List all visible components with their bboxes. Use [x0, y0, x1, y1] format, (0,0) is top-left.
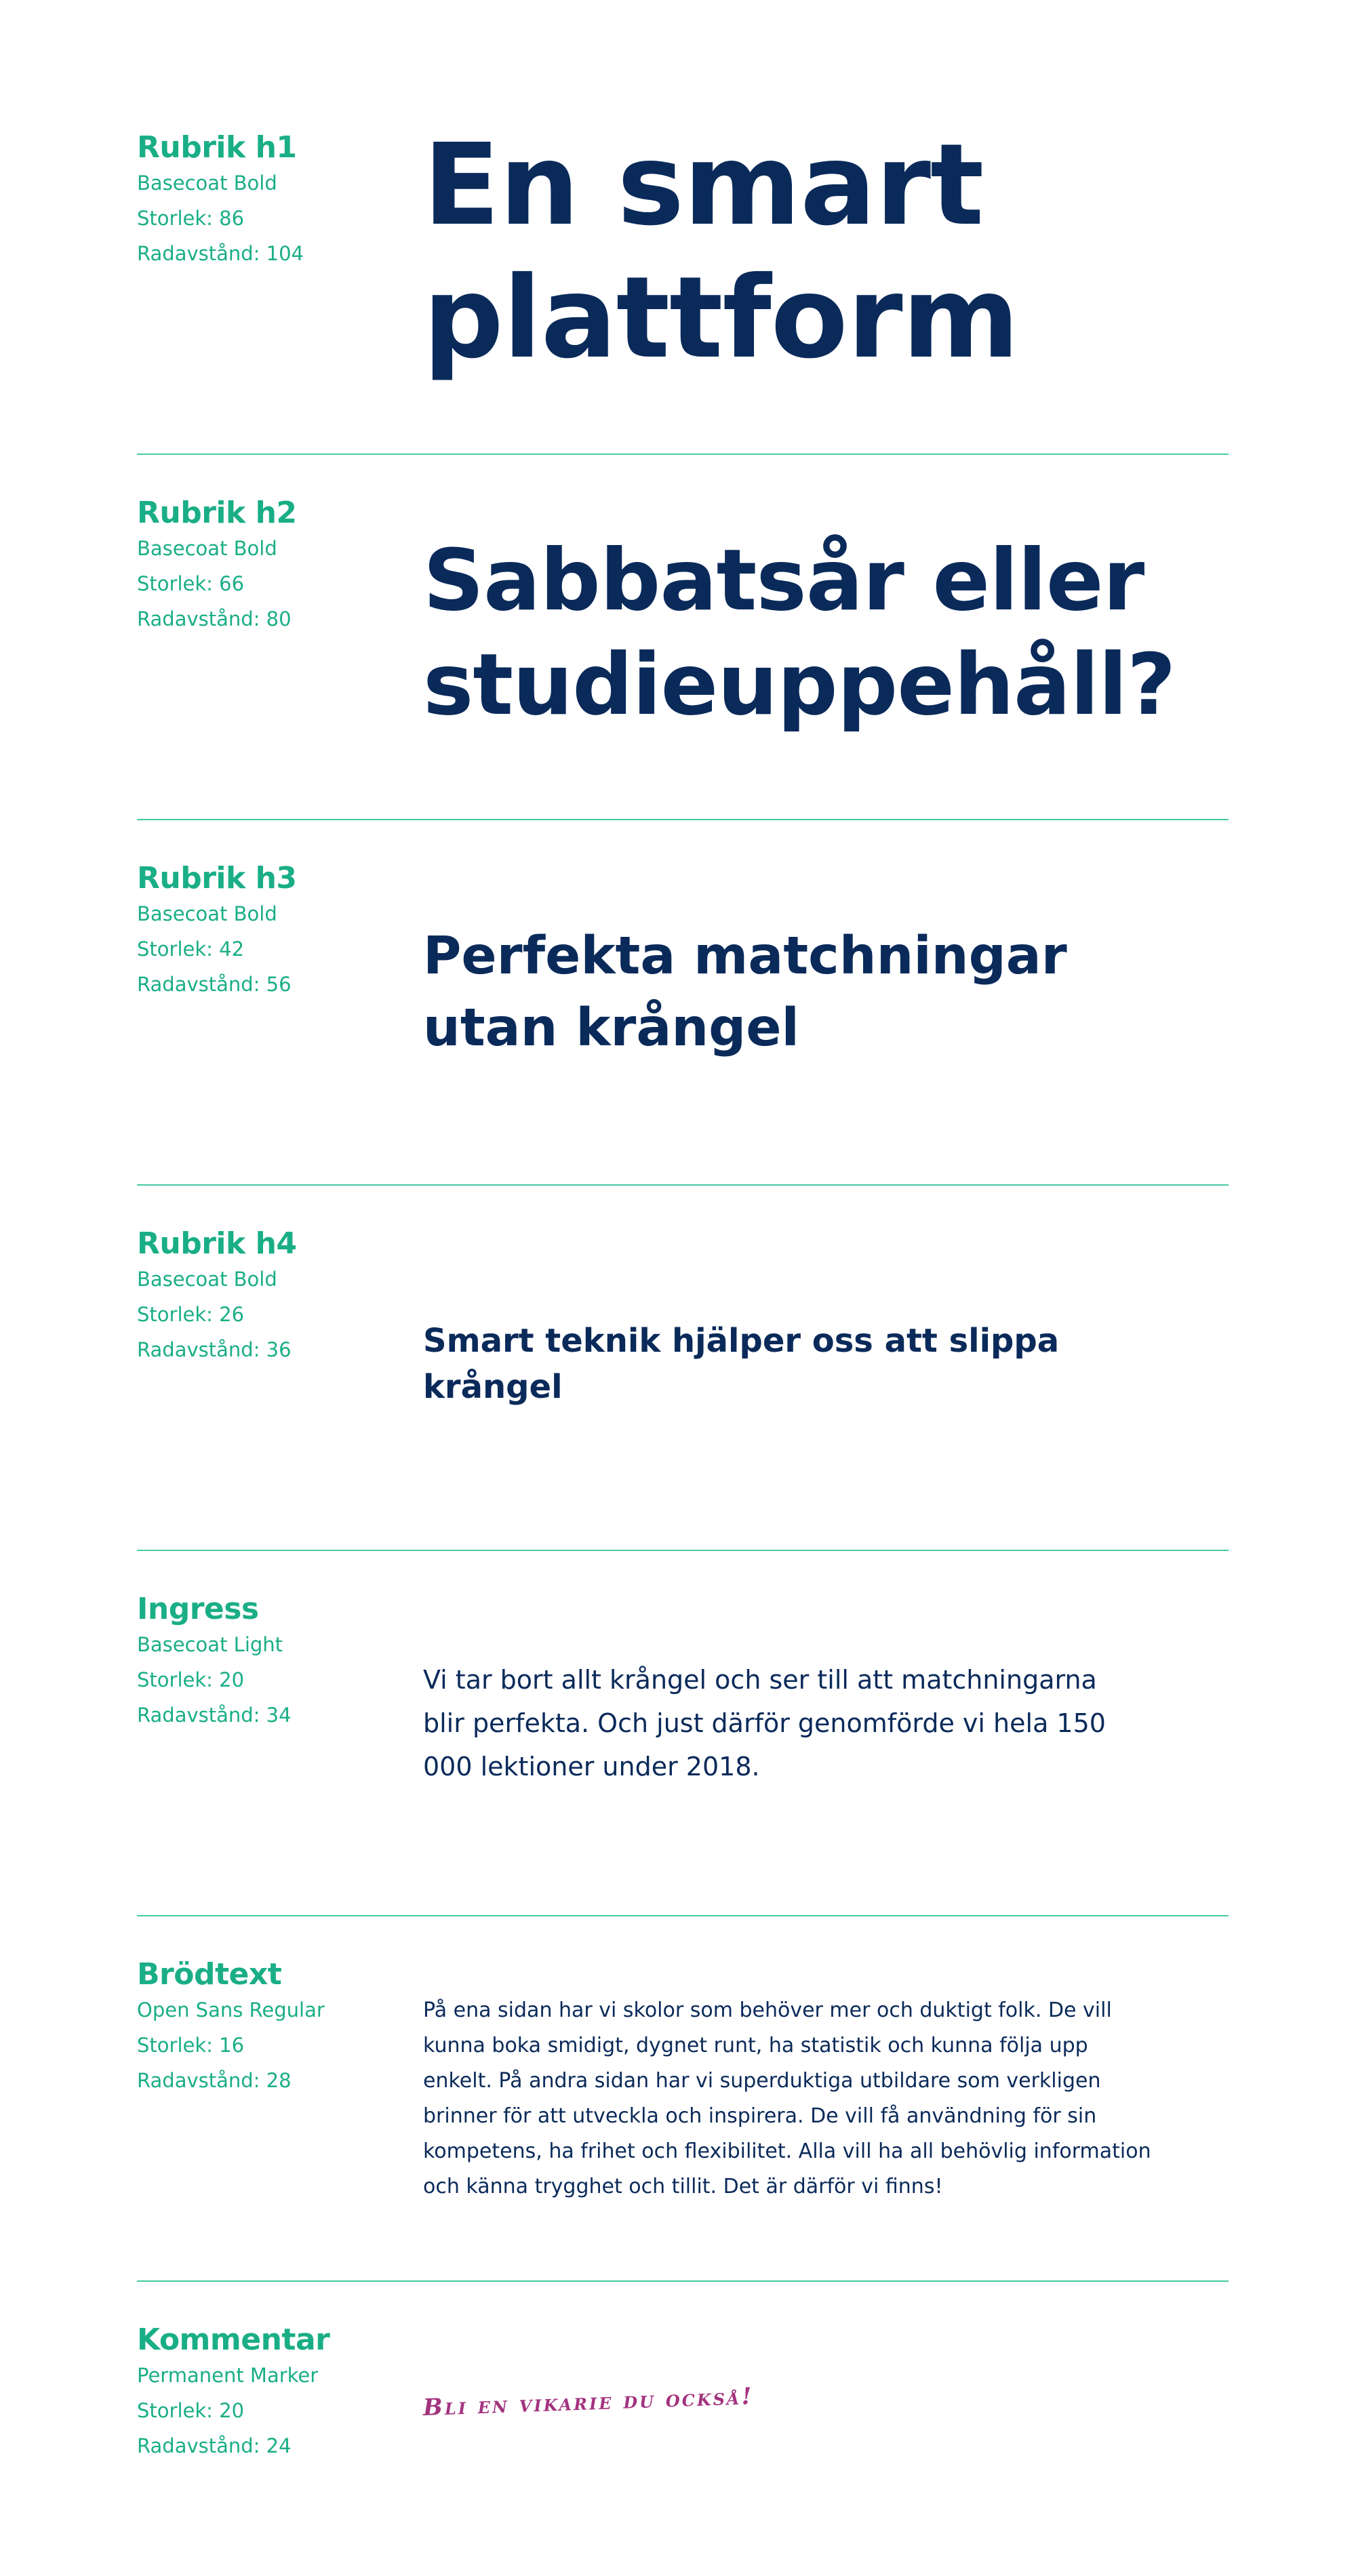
- style-label-h2: [137, 496, 408, 637]
- sample-comment: Bli en vikarie du också!: [422, 2382, 755, 2421]
- style-title: Kommentar: [137, 2322, 330, 2357]
- style-size: Storlek: 86: [137, 207, 245, 230]
- divider: [137, 1184, 1229, 1186]
- style-leading: Radavstånd: 36: [137, 1338, 292, 1361]
- style-leading: Radavstånd: 56: [137, 973, 292, 996]
- style-font: Basecoat Bold: [137, 172, 277, 195]
- style-title: Rubrik h2: [137, 496, 297, 530]
- style-size: Storlek: 20: [137, 2399, 245, 2422]
- style-size: Storlek: 42: [137, 938, 245, 961]
- divider: [137, 1550, 1229, 1551]
- style-title: Rubrik h1: [137, 130, 297, 165]
- style-leading: Radavstånd: 80: [137, 607, 292, 630]
- sample-ingress: Vi tar bort allt krångel och ser till att matchningarna blir perfekta. Och just därför genomförde vi hela 150 000 lektioner under 2018.: [423, 1665, 1106, 1782]
- style-title: Rubrik h4: [137, 1226, 297, 1261]
- style-font: Permanent Marker: [137, 2364, 319, 2387]
- sample-h2: Sabbatsår eller studieuppehåll?: [423, 531, 1176, 734]
- style-label-body: [137, 1957, 408, 2098]
- sample-h1: En smart plattform: [423, 120, 1019, 384]
- style-font: Basecoat Light: [137, 1633, 283, 1656]
- style-leading: Radavstånd: 34: [137, 1704, 292, 1727]
- style-label-h4: [137, 1226, 408, 1367]
- style-font: Basecoat Bold: [137, 537, 277, 560]
- style-label-h1: [137, 130, 408, 271]
- style-font: Basecoat Bold: [137, 1268, 277, 1291]
- divider: [137, 819, 1229, 820]
- divider: [137, 454, 1229, 455]
- sample-h4: Smart teknik hjälper oss att slippa krångel: [423, 1322, 1060, 1406]
- style-size: Storlek: 16: [137, 2034, 245, 2057]
- style-label-comment: [137, 2322, 408, 2463]
- style-size: Storlek: 66: [137, 572, 245, 595]
- divider: [137, 1915, 1229, 1916]
- style-leading: Radavstånd: 104: [137, 242, 304, 265]
- style-leading: Radavstånd: 24: [137, 2434, 292, 2457]
- style-title: Rubrik h3: [137, 861, 297, 895]
- style-size: Storlek: 20: [137, 1668, 245, 1691]
- style-leading: Radavstånd: 28: [137, 2069, 292, 2092]
- style-title: Brödtext: [137, 1957, 282, 1992]
- style-size: Storlek: 26: [137, 1303, 245, 1326]
- sample-h3: Perfekta matchningar utan krångel: [423, 926, 1067, 1058]
- style-title: Ingress: [137, 1592, 259, 1626]
- divider: [137, 2280, 1229, 2282]
- style-font: Basecoat Bold: [137, 902, 277, 925]
- sample-body: På ena sidan har vi skolor som behöver mer och duktigt folk. De vill kunna boka smidigt, dygnet runt, ha statistik och kunna följa upp enkelt. På andra sidan har vi superduktiga utbildare som verkligen brinner för att utveckla och inspirera. De vill få användning för sin kompetens, ha frihet och flexibilitet. Alla vill ha all behövlig information och känna trygghet och tillit. Det är därför vi finns!: [423, 1998, 1151, 2198]
- style-label-ingress: [137, 1592, 408, 1733]
- style-label-h3: [137, 861, 408, 1002]
- style-font: Open Sans Regular: [137, 1998, 325, 2021]
